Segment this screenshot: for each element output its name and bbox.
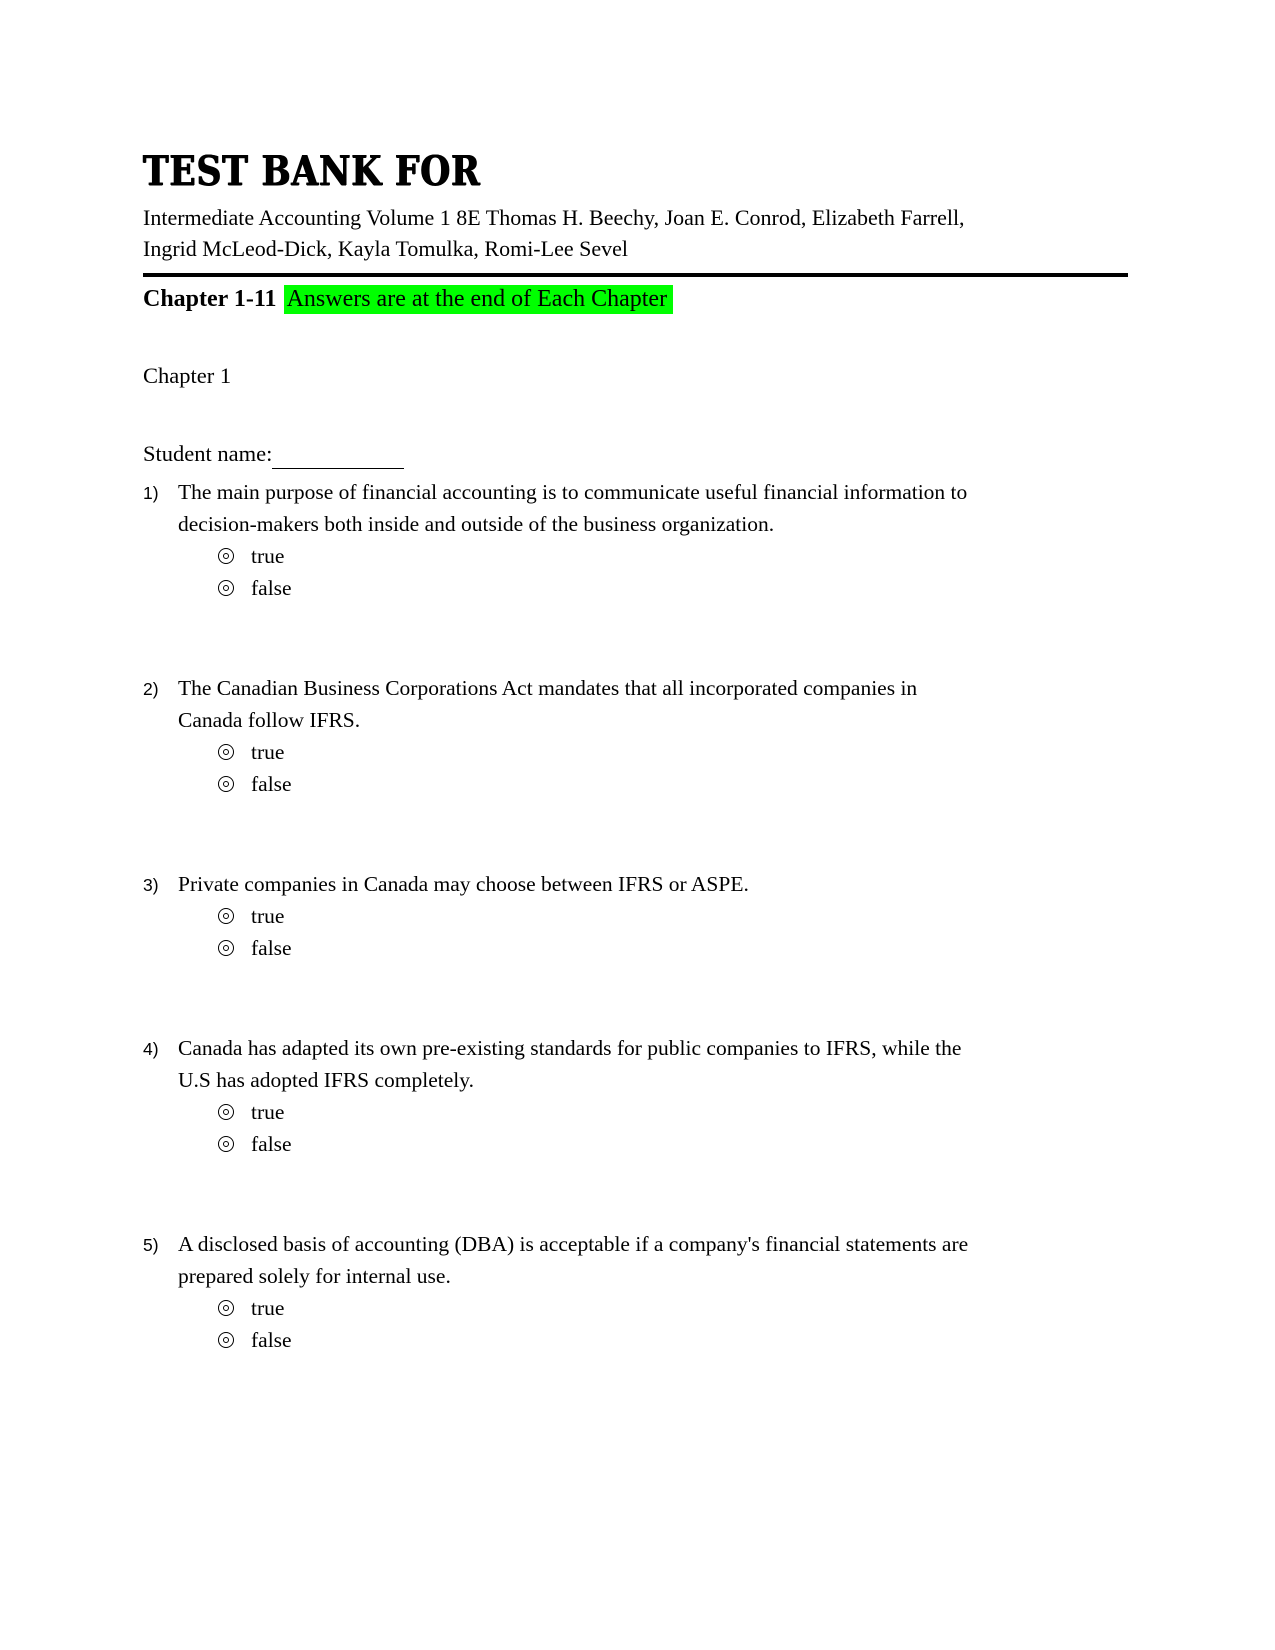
answer-option-true[interactable] [218, 540, 1128, 572]
chapter-range-line [143, 282, 1128, 316]
option-label: false [251, 1328, 292, 1352]
radio-icon[interactable] [218, 1332, 234, 1348]
answer-option-false[interactable] [218, 932, 1128, 964]
question-body [178, 1228, 1128, 1356]
question-text-line: Private companies in Canada may choose between IFRS or ASPE. [178, 872, 749, 896]
answer-option-false[interactable] [218, 768, 1128, 800]
option-label: false [251, 1132, 292, 1156]
answer-option-true[interactable] [218, 900, 1128, 932]
subtitle-line: Intermediate Accounting Volume 1 8E Thomas H. Beechy, Joan E. Conrod, Elizabeth Farrell, [143, 205, 965, 230]
question-text [178, 476, 1128, 540]
question-body [178, 672, 1128, 800]
student-name-blank [272, 444, 404, 469]
option-label: true [251, 904, 285, 928]
question [143, 1032, 1128, 1160]
question [143, 1228, 1128, 1356]
answer-option-true[interactable] [218, 1292, 1128, 1324]
radio-icon[interactable] [218, 580, 234, 596]
question-text-line: Canada follow IFRS. [178, 708, 361, 732]
book-subtitle [143, 202, 1128, 264]
question-text-line: decision-makers both inside and outside of the business organization. [178, 512, 775, 536]
question-text [178, 868, 1128, 900]
question-body [178, 1032, 1128, 1160]
radio-icon[interactable] [218, 908, 234, 924]
answer-options [178, 1096, 1128, 1160]
answer-option-false[interactable] [218, 1128, 1128, 1160]
option-label: false [251, 936, 292, 960]
option-label: false [251, 576, 292, 600]
answer-options [178, 540, 1128, 604]
radio-icon[interactable] [218, 744, 234, 760]
question [143, 672, 1128, 800]
student-name-row [143, 439, 1128, 469]
question-number: 1) [143, 483, 159, 503]
option-label: true [251, 1100, 285, 1124]
question-number: 3) [143, 875, 159, 895]
radio-icon[interactable] [218, 776, 234, 792]
radio-icon[interactable] [218, 1136, 234, 1152]
question-text-line: A disclosed basis of accounting (DBA) is acceptable if a company's financial statements are [178, 1232, 969, 1256]
subtitle-line: Ingrid McLeod-Dick, Kayla Tomulka, Romi-Lee Sevel [143, 236, 628, 261]
question-text-line: The Canadian Business Corporations Act mandates that all incorporated companies in [178, 676, 918, 700]
question-list [143, 476, 1128, 1356]
question-body [178, 476, 1128, 604]
page-title: TEST BANK FOR [143, 147, 481, 195]
question-number: 2) [143, 679, 159, 699]
question-text [178, 672, 1128, 736]
question [143, 868, 1128, 964]
student-name-label: Student name: [143, 441, 273, 466]
answer-option-false[interactable] [218, 572, 1128, 604]
option-label: false [251, 772, 292, 796]
chapter-range-label: Chapter 1-11 [143, 286, 277, 312]
question-text [178, 1032, 1128, 1096]
radio-icon[interactable] [218, 1104, 234, 1120]
question-text-line: Canada has adapted its own pre-existing standards for public companies to IFRS, while the [178, 1036, 962, 1060]
question-number: 4) [143, 1039, 159, 1059]
option-label: true [251, 1296, 285, 1320]
question [143, 476, 1128, 604]
question-text-line: prepared solely for internal use. [178, 1264, 451, 1288]
question-text [178, 1228, 1128, 1292]
answer-option-true[interactable] [218, 1096, 1128, 1128]
answer-options [178, 900, 1128, 964]
answers-note-highlight: Answers are at the end of Each Chapter [284, 285, 674, 314]
question-text-line: U.S has adopted IFRS completely. [178, 1068, 474, 1092]
radio-icon[interactable] [218, 548, 234, 564]
divider-rule [143, 273, 1128, 277]
option-label: true [251, 740, 285, 764]
chapter-heading: Chapter 1 [143, 363, 232, 388]
question-body [178, 868, 1128, 964]
answer-options [178, 736, 1128, 800]
answer-option-true[interactable] [218, 736, 1128, 768]
option-label: true [251, 544, 285, 568]
question-text-line: The main purpose of financial accounting is to communicate useful financial information to [178, 480, 968, 504]
radio-icon[interactable] [218, 940, 234, 956]
question-number: 5) [143, 1235, 159, 1255]
radio-icon[interactable] [218, 1300, 234, 1316]
answer-option-false[interactable] [218, 1324, 1128, 1356]
answer-options [178, 1292, 1128, 1356]
